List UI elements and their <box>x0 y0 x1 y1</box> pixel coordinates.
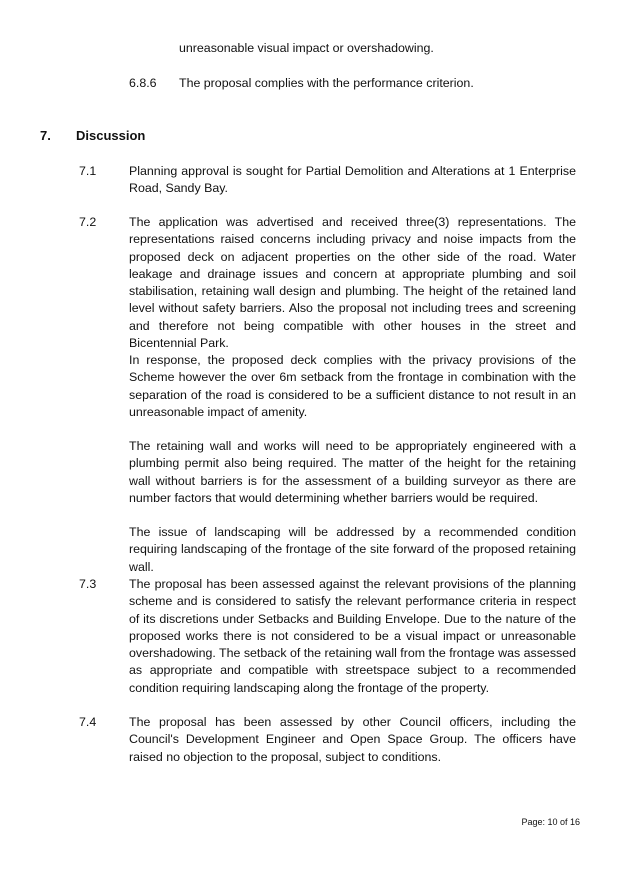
page-number-footer: Page: 10 of 16 <box>521 817 580 827</box>
item-7-4-paragraph-1: The proposal has been assessed by other Council officers, including the Council's Development Engineer and Open Space Group. The officers have raised no objection to the proposal, subject to conditions. <box>129 715 576 764</box>
item-number-7-3: 7.3 <box>79 577 97 591</box>
item-number-7-4: 7.4 <box>79 715 97 729</box>
item-7-2-paragraph-1: The application was advertised and received three(3) representations. The representations raised concerns including privacy and noise impacts from the proposed deck on adjacent properties on the other side of the road. Water leakage and drainage issues and concern at appropriate plumbing and soil stabilisation, retaining wall design and plumbing. The height of the retained land level without safety barriers. Also the proposal not including trees and screening and therefore not being compatible with other houses in the street and Bicentennial Park. <box>129 215 576 351</box>
item-7-2-paragraph-3: The retaining wall and works will need to be appropriately engineered with a plumbing permit also being required. The matter of the height for the retaining wall without barriers is for the assessment of a building surveyor as there are number factors that would determining whether barriers would be required. <box>129 439 576 505</box>
item-7-3-paragraph-1: The proposal has been assessed against the relevant provisions of the planning scheme and is considered to satisfy the relevant performance criteria in respect of its discretions under Setbacks and Building Envelope. Due to the nature of the proposed works there is not considered to be a visual impact or unreasonable overshadowing. The setback of the retaining wall from the frontage was assessed as appropriate and compatible with streetspace subject to a recommended condition requiring landscaping along the frontage of the property. <box>129 577 576 695</box>
section-number: 7. <box>40 128 51 143</box>
carryover-line: unreasonable visual impact or overshadowing. <box>179 41 434 55</box>
section-title: Discussion <box>76 128 146 143</box>
item-text-6-8-6: The proposal complies with the performance criterion. <box>179 76 474 90</box>
item-7-1-paragraph-1: Planning approval is sought for Partial Demolition and Alterations at 1 Enterprise Road, Sandy Bay. <box>129 164 576 196</box>
item-number-7-2: 7.2 <box>79 215 97 229</box>
item-number-6-8-6: 6.8.6 <box>129 76 157 90</box>
item-number-7-1: 7.1 <box>79 164 97 178</box>
item-7-2-paragraph-2: In response, the proposed deck complies with the privacy provisions of the Scheme however the over 6m setback from the frontage in combination with the separation of the road is considered to be a sufficient distance to not result in an unreasonable impact of amenity. <box>129 353 576 419</box>
item-7-2-paragraph-4: The issue of landscaping will be addressed by a recommended condition requiring landscaping of the frontage of the site forward of the proposed retaining wall. <box>129 525 576 574</box>
